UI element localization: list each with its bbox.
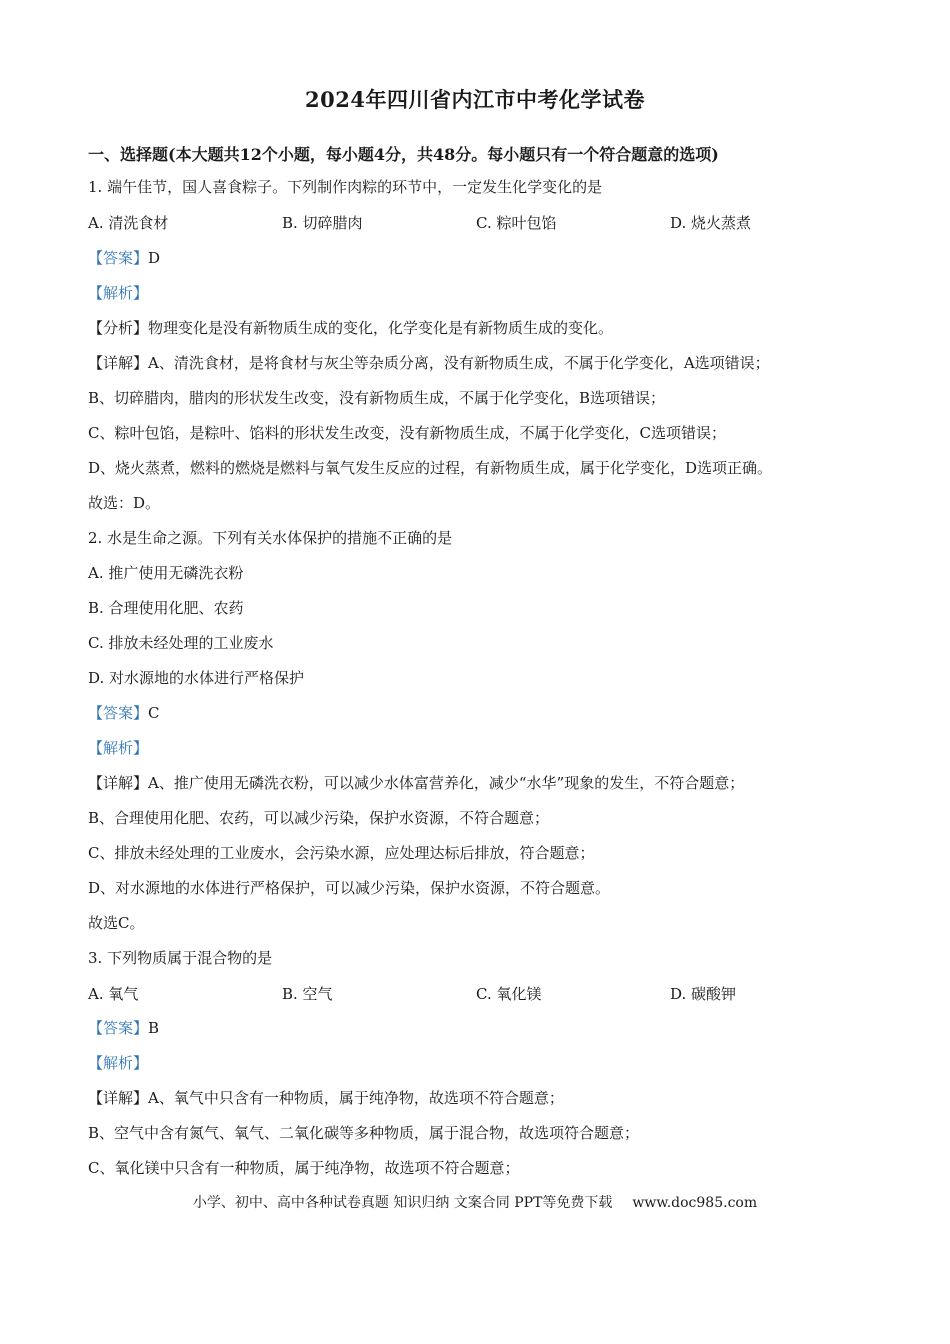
- question-2-answer: [88, 703, 160, 723]
- question-2-detail-b: B、合理使用化肥、农药，可以减少污染，保护水资源，不符合题意；: [88, 809, 550, 827]
- question-3-option-c: C. 氧化镁: [476, 985, 542, 1003]
- question-2-stem: 2. 水是生命之源。下列有关水体保护的措施不正确的是: [88, 529, 453, 547]
- question-2-option-b: B. 合理使用化肥、农药: [88, 599, 244, 617]
- question-3-detail-c: C、氧化镁中只含有一种物质，属于纯净物，故选项不符合题意；: [88, 1159, 520, 1177]
- question-3-analysis-tag: 【解析】: [88, 1054, 149, 1072]
- question-1-detail-b: B、切碎腊肉，腊肉的形状发生改变，没有新物质生成，不属于化学变化，B选项错误；: [88, 389, 666, 407]
- question-1-option-d: D. 烧火蒸煮: [670, 214, 752, 232]
- answer-tag: 【答案】: [88, 704, 149, 722]
- question-1-analysis-tag: 【解析】: [88, 284, 149, 302]
- question-3-detail-a: 【详解】A、氧气中只含有一种物质，属于纯净物，故选项不符合题意；: [88, 1089, 564, 1107]
- question-1-stem: 1. 端午佳节，国人喜食粽子。下列制作肉粽的环节中，一定发生化学变化的是: [88, 178, 603, 196]
- answer-value: C: [148, 704, 160, 722]
- question-1-option-a: A. 清洗食材: [88, 214, 169, 232]
- question-2-detail-c: C、排放未经处理的工业废水，会污染水源，应处理达标后排放，符合题意；: [88, 844, 595, 862]
- question-1-detail-c: C、粽叶包馅，是粽叶、馅料的形状发生改变，没有新物质生成，不属于化学变化，C选项错误；: [88, 424, 726, 442]
- question-3-answer: [88, 1018, 159, 1038]
- question-1-conclusion: 故选：D。: [88, 494, 161, 512]
- section-heading: 一、选择题(本大题共12个小题，每小题4分，共48分。每小题只有一个符合题意的选项): [88, 145, 719, 164]
- question-1-answer: [88, 248, 160, 268]
- detail-tag: 【详解】: [88, 354, 149, 372]
- footer-text: 小学、初中、高中各种试卷真题 知识归纳 文案合同 PPT等免费下载: [192, 1195, 613, 1211]
- question-2-option-d: D. 对水源地的水体进行严格保护: [88, 669, 305, 687]
- question-3-detail-b: B、空气中含有氮气、氧气、二氧化碳等多种物质，属于混合物，故选项符合题意；: [88, 1124, 640, 1142]
- page-title: 2024年四川省内江市中考化学试卷: [305, 87, 645, 112]
- question-1-fenxi: 【分析】物理变化是没有新物质生成的变化，化学变化是有新物质生成的变化。: [88, 319, 614, 337]
- question-2-conclusion: 故选C。: [88, 914, 145, 932]
- question-3-option-a: A. 氧气: [88, 985, 139, 1003]
- question-2-analysis-tag: 【解析】: [88, 739, 149, 757]
- answer-tag: 【答案】: [88, 249, 149, 267]
- question-3-stem: 3. 下列物质属于混合物的是: [88, 949, 273, 967]
- answer-tag: 【答案】: [88, 1019, 149, 1037]
- question-2-detail-a: 【详解】A、推广使用无磷洗衣粉，可以减少水体富营养化，减少“水华”现象的发生，不符合题意；: [88, 774, 745, 792]
- detail-tag: 【详解】: [88, 1089, 149, 1107]
- question-2-detail-d: D、对水源地的水体进行严格保护，可以减少污染，保护水资源，不符合题意。: [88, 879, 611, 897]
- answer-value: B: [148, 1019, 160, 1037]
- detail-tag: 【详解】: [88, 774, 149, 792]
- question-3-option-b: B. 空气: [282, 985, 333, 1003]
- page-footer: [0, 1192, 950, 1212]
- question-1-detail-a: 【详解】A、清洗食材，是将食材与灰尘等杂质分离，没有新物质生成，不属于化学变化，A选项错误；: [88, 354, 770, 372]
- question-1-option-c: C. 粽叶包馅: [476, 214, 557, 232]
- question-1-detail-d: D、烧火蒸煮，燃料的燃烧是燃料与氧气发生反应的过程，有新物质生成，属于化学变化，D选项正确。: [88, 459, 773, 477]
- footer-site-link[interactable]: www.doc985.com: [632, 1195, 758, 1211]
- question-3-option-d: D. 碳酸钾: [670, 985, 737, 1003]
- question-1-option-b: B. 切碎腊肉: [282, 214, 363, 232]
- question-2-option-c: C. 排放未经处理的工业废水: [88, 634, 274, 652]
- answer-value: D: [148, 249, 161, 267]
- question-2-option-a: A. 推广使用无磷洗衣粉: [88, 564, 244, 582]
- fenxi-tag: 【分析】: [88, 319, 149, 337]
